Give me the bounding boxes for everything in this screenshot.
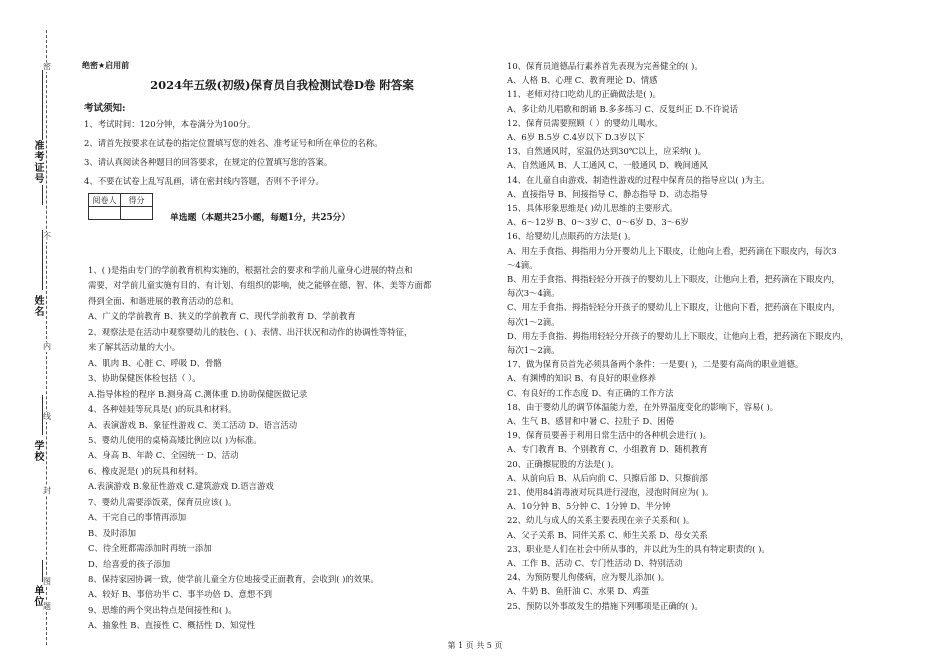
question-line: A、有渊博的知识 B、有良好的职业修养 (507, 373, 656, 384)
question-line: 11、老师对待口吃幼儿的正确做法是( )。 (507, 89, 661, 100)
exam-title: 2024年五级(初级)保育员自我检测试卷D卷 附答案 (150, 78, 414, 92)
section-heading: 单选题（本题共25小题，每题1分，共25分） (170, 213, 351, 223)
seal-char: 图 (43, 577, 51, 586)
question-line: A、自然通风 B、人工通风 C、一般通风 D、晚间通风 (507, 160, 708, 171)
question-line: D、用左手食指、拇指用轻轻分开孩子的婴幼儿上下眼皮，让他向上看，把药滴在下眼皮内， (507, 330, 849, 341)
question-line: 23、职业是人们在社会中所从事的，并以此为生的具有特定职责的( )。 (507, 543, 770, 554)
question-line: 14、在儿童自由游戏、制造性游戏的过程中保育员的指导应以( )为主。 (507, 174, 770, 185)
question-line: A、10分钟 B、5分钟 C、1分钟 D、半分钟 (507, 501, 671, 512)
question-line: B、用左手食指、拇指轻轻分开孩子的婴幼儿上下眼皮，让他向上看，把药滴在下眼皮内， (507, 274, 840, 284)
question-line: 19、保育员要善于利用日常生活中的各种机会进行( )。 (507, 430, 712, 441)
question-line: 25、预防以外事故发生的措施下列哪项是正确的( )。 (507, 600, 703, 611)
binding-label-school: 学校 (32, 440, 43, 462)
binding-label-unit: 单位 (32, 585, 43, 607)
question-line: 5、婴幼儿使用的桌椅高矮比例应以( )为标准。 (88, 434, 262, 445)
score-cell: 得分 (121, 194, 153, 207)
question-line: 22、幼儿与成人的关系主要表现在亲子关系和( )。 (507, 515, 695, 526)
binding-margin (0, 0, 62, 671)
reviewer-input-cell[interactable] (89, 207, 121, 220)
question-line: 每次1～2滴。 (507, 316, 560, 327)
question-line: 16、给婴幼儿点眼药的方法是( )。 (507, 231, 636, 242)
binding-label-name: 姓名 (32, 295, 43, 317)
question-line: 需要，对学前儿童实施有目的、有计划、有组织的影响，使之能够在德、智、体、美等方面都 (88, 280, 432, 291)
question-line: 10、保育员道德品行素养首先表现为完善健全的( )。 (507, 61, 703, 71)
seal-char: 题 (43, 602, 51, 611)
seal-char: 不 (43, 232, 51, 241)
question-line: A、较好 B、事倍功半 C、事半功倍 D、意想不到 (88, 589, 273, 600)
question-line: 1、( )是指由专门的学前教育机构实施的，根据社会的要求和学前儿童身心进展的特点和 (88, 265, 413, 275)
notice-item: 3、请认真阅读各种题目的回答要求，在规定的位置填写您的答案。 (84, 157, 333, 167)
question-line: 9、思维的两个突出特点是间接性和( )。 (88, 604, 237, 615)
seal-char: 内 (43, 342, 51, 351)
question-line: 17、做为保育员首先必须具备两个条件：一是要( )，二是要有高尚的职业道德。 (507, 359, 804, 370)
question-line: A、直接指导 B、间接指导 C、静态指导 D、动态指导 (507, 188, 708, 199)
question-line: A、生气 B、感冒和中暑 C、拉肚子 D、困倦 (507, 416, 675, 426)
question-line: A、专门教育 B、个别教育 C、小组教育 D、随机教育 (507, 444, 708, 455)
question-line: A、抽象性 B、直接性 C、概括性 D、知觉性 (88, 620, 256, 631)
question-line: 2、观察法是在活动中观察婴幼儿的肢色、( )、表情、出汗状况和动作的协调性等特征， (88, 326, 413, 337)
notice-item: 4、不要在试卷上乱写乱画，请在密封线内答题，否则不予评分。 (84, 176, 324, 186)
question-line: A、干完自己的事情再添加 (88, 512, 187, 523)
reviewer-cell: 阅卷人 (89, 194, 121, 207)
question-line: A、从前向后 B、从后向前 C、只擦后部 D、只擦前部 (507, 472, 708, 483)
exam-number-underline (42, 70, 43, 140)
score-box (88, 193, 153, 220)
question-line: 每次3～4滴。 (507, 288, 560, 299)
question-line: 24、为预防婴儿佝偻病，应为婴儿添加( )。 (507, 572, 670, 583)
question-line: A、人格 B、心理 C、教育理论 D、情感 (507, 75, 658, 86)
notice-item: 2、请首先按要求在试卷的指定位置填写您的姓名、准考证号和所在单位的名称。 (84, 138, 383, 148)
question-line: A、表演游戏 B、象征性游戏 C、美工活动 D、语言活动 (88, 419, 298, 430)
question-line: 21、使用84消毒液对玩具进行浸泡，浸泡时间应为( )。 (507, 487, 714, 497)
question-line: 每次1～2滴。 (507, 345, 560, 355)
question-line: 13、自然通风时，室温仍达到30℃以上，应采纳( )。 (507, 146, 707, 157)
question-line: A、身高 B、年龄 C、全园统一 D、活动 (88, 450, 239, 461)
confidential-label: 绝密★启用前 (82, 61, 130, 70)
question-line: 18、由于婴幼儿的调节体温能力差，在外界温度变化的影响下，容易( )。 (507, 401, 779, 412)
question-line: 3、协助保健医体检包括（ ）。 (88, 373, 201, 384)
question-line: 4、各种娃娃等玩具是( )的玩具和材料。 (88, 404, 237, 415)
question-line: A、牛奶 B、鱼肝油 C、水果 D、鸡蛋 (507, 586, 650, 597)
page-footer: 第 1 页 共 5 页 (447, 641, 503, 650)
question-line: A.表演游戏 B.象征性游戏 C.建筑游戏 D.语言游戏 (88, 481, 274, 492)
question-line: A、工作 B、活动 C、专门性活动 D、特别活动 (507, 558, 683, 568)
question-line: A、多让幼儿唱歌和朗诵 B.多多练习 C、反复纠正 D.不许说话 (507, 103, 738, 114)
question-line: B、及时添加 (88, 527, 137, 538)
question-line: A、6岁 B.5岁 C.4岁以下 D.3岁以下 (507, 132, 645, 142)
question-line: C、有良好的工作态度 D、有正确的工作方法 (507, 387, 674, 398)
question-line: A、6～12岁 B、0～3岁 C、0～6岁 D、3～6岁 (507, 217, 689, 228)
notice-item: 1、考试时间：120分钟，本卷满分为100分。 (84, 119, 256, 129)
seal-char: 封 (43, 486, 51, 495)
question-line: 6、橡皮泥是( )的玩具和材料。 (88, 465, 204, 476)
question-line: 8、保持家园协调一致，使学前儿童全方位地接受正面教育，会收到( )的效果。 (88, 574, 379, 584)
question-line: 7、婴幼儿需要添饭菜，保育员应该( )。 (88, 496, 237, 507)
question-line: C、待全班都需添加时再统一添加 (88, 543, 212, 554)
seal-char: 密 (43, 62, 51, 71)
question-line: A、用左手食指、拇指用力分开婴幼儿上下眼皮，让他向上看，把药滴在下眼皮内，每次3 (507, 245, 837, 256)
question-line: ～4滴。 (507, 259, 538, 270)
question-line: A.指导体检的程序 B.测身高 C.测体重 D.协助保健医做记录 (88, 388, 308, 399)
question-line: C、用左手食指、拇指轻轻分开孩子的婴幼儿上下眼皮，让他向下看，把药滴在下眼皮内， (507, 302, 841, 313)
question-line: 15、具体形象思维是( )幼儿思维的主要形式。 (507, 203, 678, 213)
question-line: D、给喜爱的孩子添加 (88, 558, 171, 569)
seal-dashed-line (46, 30, 47, 645)
question-line: 20、正确擦屁股的方法是( )。 (507, 458, 619, 469)
score-input-cell[interactable] (121, 207, 153, 220)
seal-char: 线 (43, 412, 51, 421)
question-line: A、父子关系 B、同伴关系 C、师生关系 D、母女关系 (507, 529, 708, 540)
binding-label-exam-number: 准考证号 (32, 140, 43, 184)
question-line: 得到全面、和谐进展的教育活动的总和。 (88, 295, 239, 306)
notice-heading: 考试须知: (84, 103, 126, 114)
question-line: A、肌肉 B、心脏 C、呼吸 D、骨骼 (88, 357, 222, 368)
question-line: 来了解其活动量的大小。 (88, 342, 181, 353)
question-line: A、广义的学前教育 B、狭义的学前教育 C、现代学前教育 D、学前教育 (88, 311, 356, 322)
exam-number-underline-tail (42, 185, 43, 205)
question-line: 12、保育员需要照顾（ ）的婴幼儿喝水。 (507, 117, 663, 128)
